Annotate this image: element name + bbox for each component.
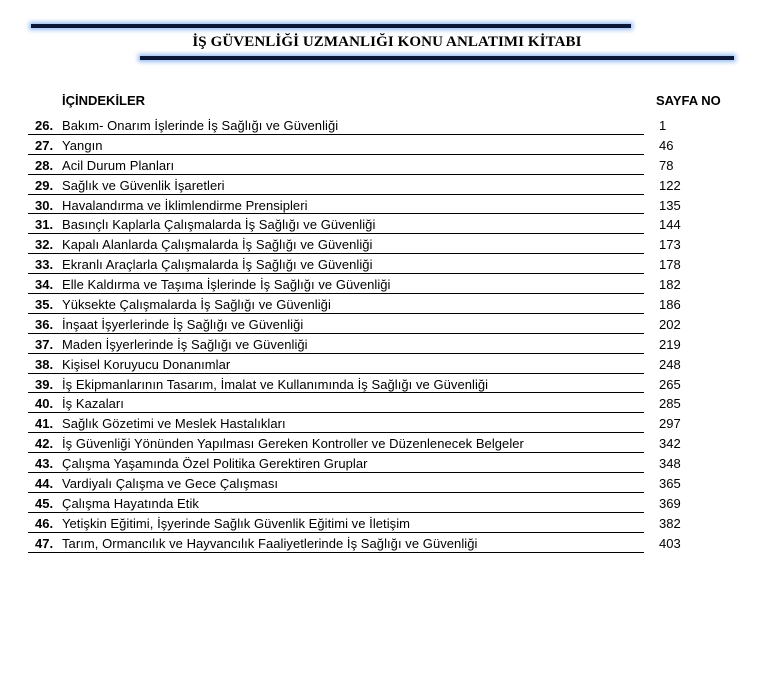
toc-entry — [28, 375, 728, 395]
toc-contents-heading: İÇİNDEKİLER — [62, 93, 146, 108]
toc-entry-underline — [28, 333, 644, 334]
toc-entry-title: Bakım- Onarım İşlerinde İş Sağlığı ve Güvenliği — [62, 118, 339, 133]
toc-entry-page: 403 — [659, 535, 681, 551]
toc-entry-number: 39. — [35, 376, 54, 392]
toc-entry — [28, 295, 728, 315]
toc-entry-underline — [28, 253, 644, 254]
toc-entry-number: 42. — [35, 436, 54, 452]
toc-entry — [28, 534, 728, 554]
toc-entry-page: 178 — [659, 257, 681, 273]
toc-entry-page: 285 — [659, 396, 681, 412]
toc-entry-title: İş Ekipmanlarının Tasarım, İmalat ve Kullanımında İş Sağlığı ve Güvenliği — [62, 376, 489, 392]
toc-entry-page: 265 — [659, 376, 681, 392]
toc-entry-underline — [28, 552, 644, 553]
toc-entry-underline — [28, 412, 644, 413]
toc-entry-number: 31. — [35, 217, 54, 233]
toc-entry-number: 37. — [35, 336, 54, 352]
toc-entry-title: Elle Kaldırma ve Taşıma İşlerinde İş Sağlığı ve Güvenliği — [62, 277, 391, 293]
toc-entry-title: Ekranlı Araçlarla Çalışmalarda İş Sağlığı ve Güvenliği — [62, 257, 373, 273]
header-top-rule — [31, 24, 631, 28]
toc-entry-page: 369 — [659, 495, 681, 511]
toc-entry-title: Yangın — [62, 137, 103, 153]
header-bottom-rule — [140, 56, 734, 60]
toc-entry — [28, 474, 728, 494]
toc-entry-underline — [28, 293, 644, 294]
toc-entry-number: 35. — [35, 297, 54, 313]
toc-entry — [28, 494, 728, 514]
toc-entry — [28, 434, 728, 454]
toc-entry-page: 342 — [659, 436, 681, 452]
toc-entry-underline — [28, 432, 644, 433]
toc-entry-underline — [28, 174, 644, 175]
toc-entry — [28, 235, 728, 255]
toc-entry-page: 173 — [659, 237, 681, 253]
toc-entry-number: 46. — [35, 515, 54, 531]
toc-entry-title: Maden İşyerlerinde İş Sağlığı ve Güvenliği — [62, 336, 308, 352]
page-title: İŞ GÜVENLİĞİ UZMANLIĞI KONU ANLATIMI KİTABI — [192, 34, 582, 50]
toc-entry-number: 28. — [35, 157, 54, 173]
toc-entry-number: 45. — [35, 495, 54, 511]
toc-entry-underline — [28, 154, 644, 155]
toc-entry-underline — [28, 313, 644, 314]
toc-entry-title: Çalışma Yaşamında Özel Politika Gerektiren Gruplar — [62, 456, 368, 472]
toc-entry — [28, 196, 728, 216]
toc-entry-underline — [28, 392, 644, 393]
toc-entry — [28, 335, 728, 355]
toc-entry — [28, 514, 728, 534]
toc-entry-title: Sağlık Gözetimi ve Meslek Hastalıkları — [62, 416, 286, 432]
toc-entry-number: 44. — [35, 476, 54, 492]
toc-entry — [28, 215, 728, 235]
toc-entry-title: Kapalı Alanlarda Çalışmalarda İş Sağlığı ve Güvenliği — [62, 237, 373, 253]
toc-entry-title: Vardiyalı Çalışma ve Gece Çalışması — [62, 476, 279, 492]
toc-entry-title: İnşaat İşyerlerinde İş Sağlığı ve Güvenliği — [62, 316, 304, 332]
toc-entry-page: 297 — [659, 416, 681, 432]
toc-entry — [28, 116, 728, 136]
toc-entry-number: 34. — [35, 277, 54, 293]
toc-entry-underline — [28, 233, 644, 234]
toc-entry-number: 30. — [35, 197, 54, 213]
toc-entry-title: İş Kazaları — [62, 396, 124, 412]
toc-entry-number: 27. — [35, 137, 54, 153]
toc-entry-underline — [28, 353, 644, 354]
toc-entry-underline — [28, 532, 644, 533]
toc-entry-underline — [28, 492, 644, 493]
toc-entry-number: 43. — [35, 456, 54, 472]
toc-entry-title: Sağlık ve Güvenlik İşaretleri — [62, 177, 225, 193]
toc-entry-number: 40. — [35, 396, 54, 412]
toc-entry-number: 36. — [35, 316, 54, 332]
toc-entry-number: 38. — [35, 356, 54, 372]
toc-entry-page: 46 — [659, 137, 674, 153]
toc-entry-page: 348 — [659, 456, 681, 472]
toc-entry-underline — [28, 194, 644, 195]
toc-entry — [28, 156, 728, 176]
toc-entry — [28, 275, 728, 295]
toc-entry-page: 122 — [659, 177, 681, 193]
toc-entry — [28, 255, 728, 275]
toc-entry-title: Basınçlı Kaplarla Çalışmalarda İş Sağlığı ve Güvenliği — [62, 217, 376, 233]
toc-page-heading: SAYFA NO — [656, 93, 721, 108]
toc-entry-title: Havalandırma ve İklimlendirme Prensipleri — [62, 197, 308, 213]
toc-entry-number: 29. — [35, 177, 54, 193]
toc-entry — [28, 176, 728, 196]
toc-entry — [28, 454, 728, 474]
toc-entry-underline — [28, 213, 644, 214]
toc-entry-title: Kişisel Koruyucu Donanımlar — [62, 356, 231, 372]
toc-entry-number: 26. — [35, 118, 54, 133]
toc-entry-title: Acil Durum Planları — [62, 157, 175, 173]
toc-entry-page: 78 — [659, 157, 674, 173]
toc-entry-page: 219 — [659, 336, 681, 352]
toc-entry — [28, 394, 728, 414]
toc-entry-page: 1 — [659, 118, 667, 133]
toc-entry-page: 365 — [659, 476, 681, 492]
toc-entry-page: 144 — [659, 217, 681, 233]
toc-entry-number: 32. — [35, 237, 54, 253]
toc-entry-underline — [28, 472, 644, 473]
toc-entry-title: Tarım, Ormancılık ve Hayvancılık Faaliyetlerinde İş Sağlığı ve Güvenliği — [62, 535, 478, 551]
table-of-contents — [28, 116, 728, 554]
toc-entry — [28, 355, 728, 375]
toc-entry-title: Çalışma Hayatında Etik — [62, 495, 199, 511]
toc-entry-number: 33. — [35, 257, 54, 273]
toc-entry-page: 382 — [659, 515, 681, 531]
toc-entry-number: 47. — [35, 535, 54, 551]
toc-entry-page: 182 — [659, 277, 681, 293]
toc-entry — [28, 315, 728, 335]
toc-entry-page: 186 — [659, 297, 681, 313]
toc-entry-page: 248 — [659, 356, 681, 372]
toc-entry-title: Yüksekte Çalışmalarda İş Sağlığı ve Güvenliği — [62, 297, 331, 313]
toc-entry — [28, 414, 728, 434]
toc-entry-number: 41. — [35, 416, 54, 432]
toc-entry-underline — [28, 373, 644, 374]
toc-entry-underline — [28, 273, 644, 274]
toc-entry-title: Yetişkin Eğitimi, İşyerinde Sağlık Güvenlik Eğitimi ve İletişim — [62, 515, 411, 531]
toc-entry-underline — [28, 512, 644, 513]
toc-entry-underline — [28, 134, 644, 135]
toc-entry-underline — [28, 452, 644, 453]
toc-entry — [28, 136, 728, 156]
toc-entry-title: İş Güvenliği Yönünden Yapılması Gereken Kontroller ve Düzenlenecek Belgeler — [62, 436, 524, 452]
toc-entry-page: 135 — [659, 197, 681, 213]
toc-entry-page: 202 — [659, 316, 681, 332]
